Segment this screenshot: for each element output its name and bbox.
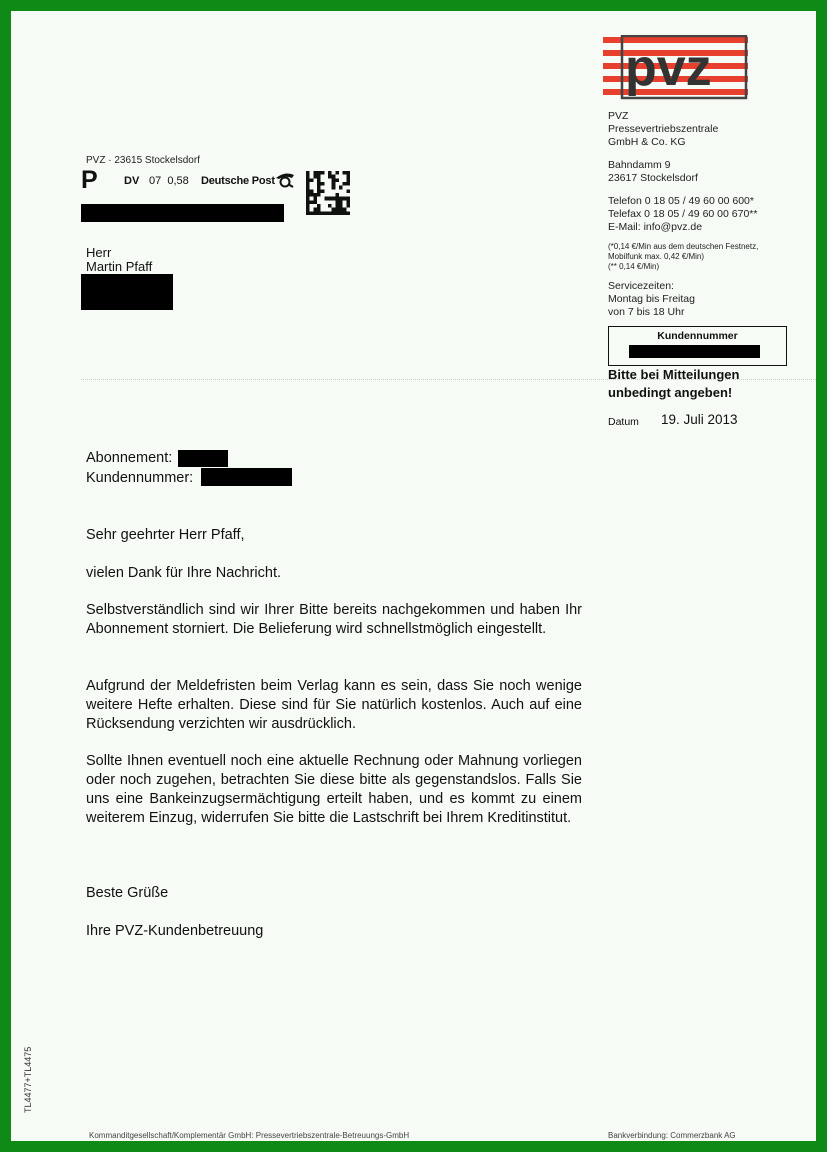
letter-paragraph-1: vielen Dank für Ihre Nachricht. (86, 565, 282, 581)
recipient-salutation: Herr (86, 245, 112, 260)
company-address: Bahndamm 9 23617 Stockelsdorf (608, 159, 698, 184)
letter-paragraph-4: Sollte Ihnen eventuell noch eine aktuelle Rechnung oder Mahnung vorliegen oder noch zugehen, betrachten Sie diese bitte als gegenstandslos. Falls Sie uns eine Bankeinzugsermächtigung erteilt haben, und es kommt zu einem weiterem Einzug, widerrufen Sie bitte die Lastschrift bei Ihrem Kreditinstitut. (86, 753, 582, 826)
postmark-mark: P (81, 166, 98, 194)
footer-right: Bankverbindung: Commerzbank AG (608, 1131, 736, 1140)
redacted-subscription (178, 450, 228, 467)
postmark-number: 07 0,58 (149, 175, 189, 187)
side-code: TL4477+TL4475 (23, 1046, 33, 1113)
date-label: Datum (608, 416, 639, 428)
letter-paragraph-2: Selbstverständlich sind wir Ihrer Bitte bereits nachgekommen und haben Ihr Abonnement storniert. Die Belieferung wird schnellstmöglich eingestellt. (86, 602, 582, 637)
recipient-name: Martin Pfaff (86, 259, 153, 274)
letter-paragraph-3: Aufgrund der Meldefristen beim Verlag kann es sein, dass Sie noch wenige weitere Hefte erhalten. Diese sind für Sie natürlich kostenlos. Auch auf eine Rücksendung verzichten wir ausdrücklich. (86, 678, 582, 732)
svg-text:pvz: pvz (625, 39, 712, 97)
pvz-logo-icon (603, 35, 748, 101)
footer-left: Kommanditgesellschaft/Komplementär GmbH: Pressevertriebszentrale-Betreuungs-GmbH (89, 1131, 410, 1140)
customer-number-box (608, 326, 787, 366)
redacted-recipient-address (81, 274, 173, 310)
redacted-customer-ref (201, 468, 292, 486)
company-name: PVZ Pressevertriebszentrale GmbH & Co. KG (608, 110, 719, 148)
letter-greeting: Sehr geehrter Herr Pfaff, (86, 527, 245, 543)
customer-number-label: Kundennummer (657, 330, 738, 342)
postmark-carrier: Deutsche Post (201, 175, 275, 187)
date-value: 19. Juli 2013 (661, 412, 738, 427)
redacted-customer-number (629, 345, 760, 358)
redacted-address-line (81, 204, 284, 222)
fold-mark (81, 379, 816, 380)
notice-text: Bitte bei Mitteilungen unbedingt angeben! (608, 367, 740, 400)
customer-ref: Kundennummer: (86, 470, 194, 486)
letter-page (11, 11, 816, 1141)
post-horn-icon (274, 172, 296, 188)
company-contact: Telefon 0 18 05 / 49 60 00 600* Telefax 0 18 05 / 49 60 00 670** E-Mail: info@pvz.de (608, 195, 758, 233)
sender-line: PVZ · 23615 Stockelsdorf (86, 155, 200, 166)
data-matrix-code-icon (306, 171, 350, 215)
letter-closing: Beste Grüße (86, 885, 169, 901)
letter-signature: Ihre PVZ-Kundenbetreuung (86, 923, 264, 939)
subscription-ref: Abonnement: (86, 450, 173, 466)
rate-note: (*0,14 €/Min aus dem deutschen Festnetz, Mobilfunk max. 0,42 €/Min) (** 0,14 €/Min) (608, 242, 759, 271)
service-hours: Servicezeiten: Montag bis Freitag von 7 bis 18 Uhr (608, 280, 695, 318)
postmark-code: DV (124, 175, 140, 187)
